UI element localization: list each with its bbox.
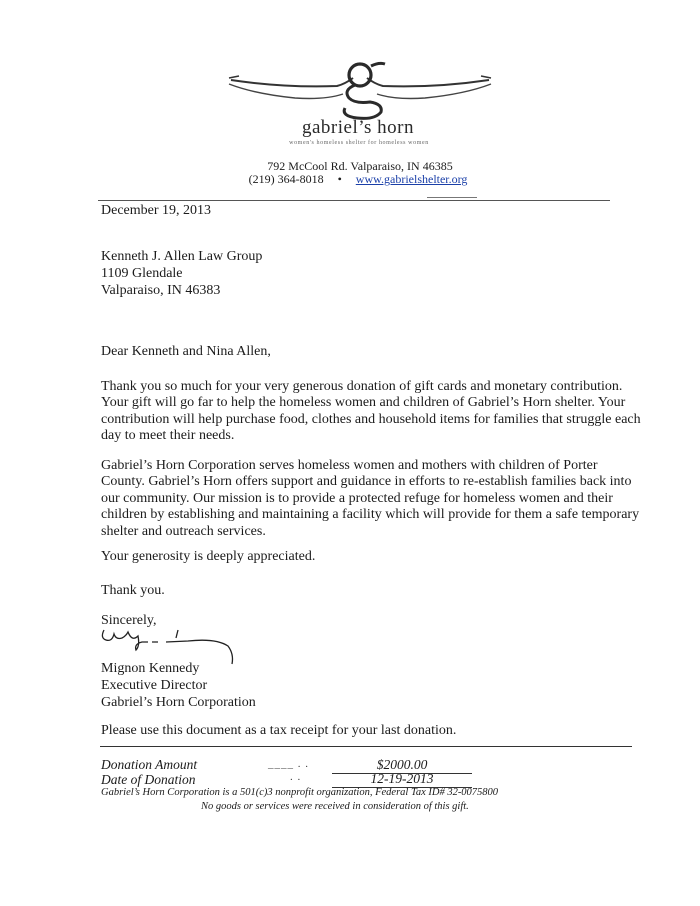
org-contact: [228, 172, 488, 187]
gabriels-horn-logo-icon: [225, 58, 495, 120]
closing: Sincerely,: [101, 613, 157, 628]
body-paragraph: Gabriel’s Horn Corporation serves homeless women and mothers with children of Porter County. Gabriel’s Horn offers support and guidance in efforts to re-establish families back into our community. Our mission is to provide a protected refuge for homeless women and their children by establishing and maintaining a facility which will provide for them a safe temporary shelter and outreach services.: [101, 458, 640, 539]
org-tagline: women's homeless shelter for homeless women: [289, 140, 429, 146]
org-name: gabriel’s horn: [301, 117, 414, 138]
recipient-line: 1109 Glendale: [101, 266, 183, 281]
signature-block: [101, 660, 256, 711]
separator-dot: •: [337, 172, 342, 186]
signer-title: Executive Director: [101, 678, 208, 693]
dash-marks: . .: [290, 771, 302, 783]
donation-amount-label: Donation Amount: [101, 757, 198, 772]
org-website-link[interactable]: www.gabrielshelter.org: [355, 172, 468, 186]
recipient-line: Valparaiso, IN 46383: [101, 283, 221, 298]
signer-name: Mignon Kennedy: [101, 661, 200, 676]
dash-marks: ____ . .: [268, 758, 309, 770]
donation-date-label: Date of Donation: [101, 772, 196, 787]
header-rule: [98, 200, 610, 201]
header-rule-accent: [427, 197, 477, 198]
recipient-line: Kenneth J. Allen Law Group: [101, 249, 263, 264]
org-phone: (219) 364-8018: [248, 172, 324, 186]
signer-organization: Gabriel’s Horn Corporation: [101, 695, 256, 710]
org-address: 792 McCool Rd. Valparaiso, IN 46385: [267, 159, 453, 173]
body-paragraph: Thank you so much for your very generous donation of gift cards and monetary contribution. Your gift will go far to help the homeless women and children of Gabriel’s Horn shelter. Your contribution will help purchase food, clothes and household items for families that struggle each day to meet their needs.: [101, 379, 641, 444]
salutation: Dear Kenneth and Nina Allen,: [101, 344, 271, 359]
recipient-address: [101, 248, 262, 299]
thank-you-line: Thank you.: [101, 583, 165, 598]
body-paragraph: Your generosity is deeply appreciated.: [101, 549, 316, 564]
donation-date-value: 12-19-2013: [332, 771, 472, 788]
nonprofit-statement: Gabriel’s Horn Corporation is a 501(c)3 nonprofit organization, Federal Tax ID# 32-0075800: [101, 787, 499, 798]
letter-date: December 19, 2013: [101, 203, 212, 218]
donation-amount-value: $2000.00: [332, 757, 472, 774]
no-goods-statement: No goods or services were received in consideration of this gift.: [201, 801, 469, 812]
receipt-divider: [100, 746, 632, 747]
tax-receipt-note: Please use this document as a tax receipt for your last donation.: [101, 723, 457, 738]
